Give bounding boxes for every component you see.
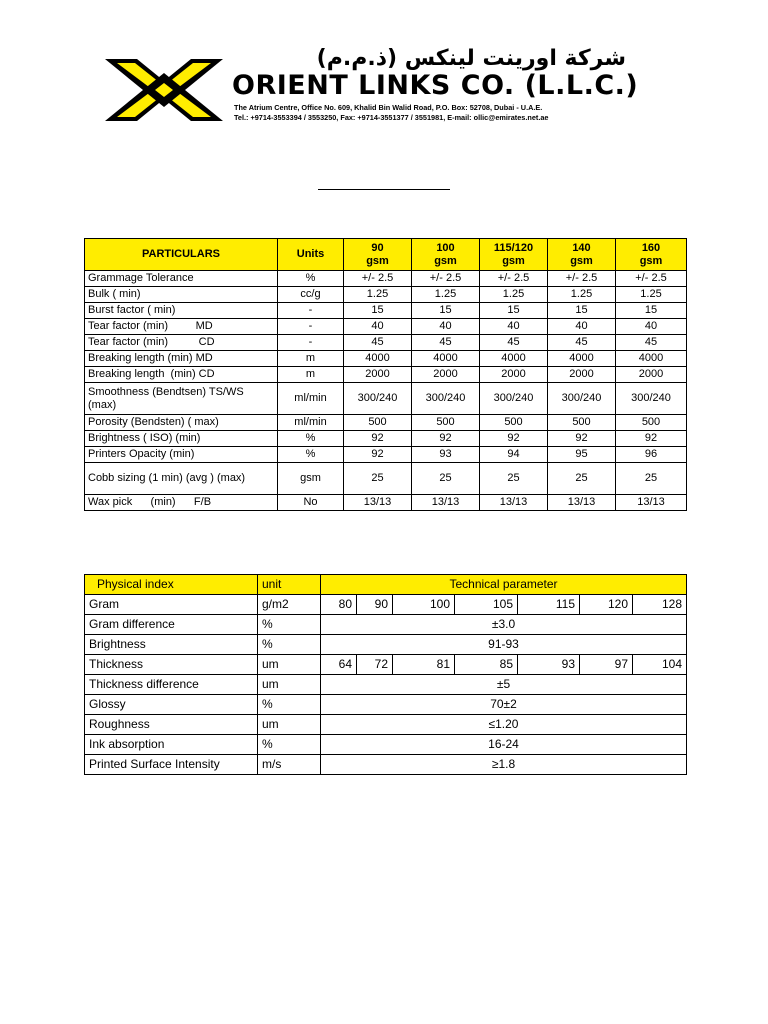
row-param: Breaking length (min) MD xyxy=(85,351,278,367)
grade-value: 160 xyxy=(641,241,661,254)
physical-header-row xyxy=(85,575,687,595)
physical-index-table xyxy=(84,574,687,775)
row-value: 4000 xyxy=(344,351,412,367)
title-rule xyxy=(318,189,450,190)
grade-unit: gsm xyxy=(502,254,525,267)
header-grade xyxy=(344,239,412,271)
row-value: 96 xyxy=(616,447,687,463)
row-value: 91-93 xyxy=(321,635,687,655)
row-value: 2000 xyxy=(412,367,480,383)
gram-value: 128 xyxy=(633,595,687,615)
row-label: Printed Surface Intensity xyxy=(85,755,258,775)
row-unit: % xyxy=(278,431,344,447)
row-param: Brightness ( ISO) (min) xyxy=(85,431,278,447)
row-value: 4000 xyxy=(548,351,616,367)
grade-unit: gsm xyxy=(570,254,593,267)
grade-value: 140 xyxy=(572,241,591,254)
row-unit: um xyxy=(258,715,321,735)
table-row xyxy=(85,675,687,695)
row-value: 300/240 xyxy=(344,383,412,415)
row-value: 15 xyxy=(344,303,412,319)
row-unit: um xyxy=(258,655,321,675)
table-row xyxy=(85,367,687,383)
row-value: 92 xyxy=(412,431,480,447)
row-param: Tear factor (min) CD xyxy=(85,335,278,351)
row-param: Printers Opacity (min) xyxy=(85,447,278,463)
row-param: Cobb sizing (1 min) (avg ) (max) xyxy=(85,463,278,495)
row-param: Wax pick (min) F/B xyxy=(85,495,278,511)
grade-unit: gsm xyxy=(639,254,663,267)
header-grade xyxy=(548,239,616,271)
row-unit: g/m2 xyxy=(258,595,321,615)
row-label: Brightness xyxy=(85,635,258,655)
row-value: 92 xyxy=(480,431,548,447)
table-row xyxy=(85,655,687,675)
row-param: Tear factor (min) MD xyxy=(85,319,278,335)
row-value: 16-24 xyxy=(321,735,687,755)
row-label: Gram difference xyxy=(85,615,258,635)
row-value: 500 xyxy=(548,415,616,431)
row-unit: % xyxy=(258,695,321,715)
gram-value: 90 xyxy=(357,595,393,615)
row-unit: gsm xyxy=(278,463,344,495)
row-value: 300/240 xyxy=(480,383,548,415)
header-grade xyxy=(616,239,687,271)
row-value: 45 xyxy=(344,335,412,351)
table-row xyxy=(85,595,687,615)
grade-unit: gsm xyxy=(434,254,457,267)
gram-value: 100 xyxy=(393,595,455,615)
spec-table-body xyxy=(85,271,687,511)
table-row xyxy=(85,463,687,495)
row-value: 500 xyxy=(412,415,480,431)
row-value: 40 xyxy=(616,319,687,335)
table-row xyxy=(85,431,687,447)
row-value: 92 xyxy=(616,431,687,447)
table-row xyxy=(85,351,687,367)
gram-value: 80 xyxy=(321,595,357,615)
row-value: 13/13 xyxy=(480,495,548,511)
row-unit: m xyxy=(278,351,344,367)
row-unit: cc/g xyxy=(278,287,344,303)
row-value: 13/13 xyxy=(616,495,687,511)
row-value: 4000 xyxy=(616,351,687,367)
company-logo xyxy=(103,55,225,125)
thickness-value: 81 xyxy=(393,655,455,675)
grade-value: 90 xyxy=(371,241,384,254)
row-unit: ml/min xyxy=(278,383,344,415)
gram-value: 115 xyxy=(518,595,580,615)
table-row xyxy=(85,715,687,735)
row-value: 70±2 xyxy=(321,695,687,715)
row-value: 13/13 xyxy=(344,495,412,511)
row-unit: ml/min xyxy=(278,415,344,431)
row-label: Ink absorption xyxy=(85,735,258,755)
header-particulars: PARTICULARS xyxy=(85,239,278,271)
row-unit: % xyxy=(258,615,321,635)
row-value: 92 xyxy=(344,431,412,447)
row-unit: - xyxy=(278,335,344,351)
row-param: Smoothness (Bendtsen) TS/WS (max) xyxy=(85,383,278,415)
row-value: 45 xyxy=(480,335,548,351)
table-row xyxy=(85,287,687,303)
table-row xyxy=(85,635,687,655)
row-unit: % xyxy=(258,735,321,755)
header-physical-index: Physical index xyxy=(85,575,258,595)
row-value: 500 xyxy=(616,415,687,431)
row-label: Thickness difference xyxy=(85,675,258,695)
row-value: 92 xyxy=(548,431,616,447)
row-value: 4000 xyxy=(412,351,480,367)
row-value: 15 xyxy=(616,303,687,319)
row-param: Bulk ( min) xyxy=(85,287,278,303)
thickness-value: 85 xyxy=(455,655,518,675)
gram-value: 120 xyxy=(580,595,633,615)
company-contact: Tel.: +9714-3553394 / 3553250, Fax: +9714-3551377 / 3551981, E-mail: ollic@emirates.net.ae xyxy=(234,113,549,122)
table-row xyxy=(85,495,687,511)
row-value: 1.25 xyxy=(480,287,548,303)
table-row xyxy=(85,303,687,319)
row-value: 40 xyxy=(344,319,412,335)
row-value: +/- 2.5 xyxy=(344,271,412,287)
row-label: Thickness xyxy=(85,655,258,675)
row-unit: No xyxy=(278,495,344,511)
row-value: +/- 2.5 xyxy=(480,271,548,287)
row-value: 2000 xyxy=(616,367,687,383)
row-value: 1.25 xyxy=(616,287,687,303)
row-value: 1.25 xyxy=(412,287,480,303)
row-param: Burst factor ( min) xyxy=(85,303,278,319)
grade-unit: gsm xyxy=(366,254,389,267)
row-value: ±3.0 xyxy=(321,615,687,635)
row-value: 13/13 xyxy=(548,495,616,511)
row-value: 15 xyxy=(480,303,548,319)
row-value: 40 xyxy=(412,319,480,335)
row-unit: m/s xyxy=(258,755,321,775)
row-unit: - xyxy=(278,319,344,335)
row-value: 300/240 xyxy=(412,383,480,415)
row-param: Breaking length (min) CD xyxy=(85,367,278,383)
row-value: 25 xyxy=(344,463,412,495)
row-label: Glossy xyxy=(85,695,258,715)
row-value: 40 xyxy=(548,319,616,335)
header-grade xyxy=(480,239,548,271)
row-unit: m xyxy=(278,367,344,383)
row-value: 25 xyxy=(616,463,687,495)
row-value: 300/240 xyxy=(548,383,616,415)
header-technical-parameter: Technical parameter xyxy=(321,575,687,595)
row-param: Porosity (Bendsten) ( max) xyxy=(85,415,278,431)
spec-header-row xyxy=(85,239,687,271)
table-row xyxy=(85,695,687,715)
table-row xyxy=(85,335,687,351)
row-value: 500 xyxy=(344,415,412,431)
row-value: ≤1.20 xyxy=(321,715,687,735)
row-value: 95 xyxy=(548,447,616,463)
row-value: 94 xyxy=(480,447,548,463)
row-unit: um xyxy=(258,675,321,695)
company-name: ORIENT LINKS CO. (L.L.C.) xyxy=(232,70,639,101)
row-unit: % xyxy=(278,447,344,463)
row-value: 92 xyxy=(344,447,412,463)
table-row xyxy=(85,615,687,635)
row-value: 15 xyxy=(412,303,480,319)
row-value: 25 xyxy=(412,463,480,495)
table-row xyxy=(85,415,687,431)
company-name-arabic: شركة اورينت لينكس (ذ.م.م) xyxy=(316,46,626,71)
row-value: 25 xyxy=(480,463,548,495)
row-value: 500 xyxy=(480,415,548,431)
row-value: 300/240 xyxy=(616,383,687,415)
specification-table xyxy=(84,238,687,511)
table-row xyxy=(85,271,687,287)
row-value: 1.25 xyxy=(548,287,616,303)
header-units: Units xyxy=(278,239,344,271)
row-value: 4000 xyxy=(480,351,548,367)
thickness-value: 104 xyxy=(633,655,687,675)
thickness-value: 97 xyxy=(580,655,633,675)
row-value: ≥1.8 xyxy=(321,755,687,775)
gram-value: 105 xyxy=(455,595,518,615)
row-unit: % xyxy=(258,635,321,655)
thickness-value: 72 xyxy=(357,655,393,675)
grade-value: 115/120 xyxy=(493,241,534,254)
row-label: Roughness xyxy=(85,715,258,735)
row-value: 40 xyxy=(480,319,548,335)
header-grade xyxy=(412,239,480,271)
thickness-value: 64 xyxy=(321,655,357,675)
row-value: +/- 2.5 xyxy=(548,271,616,287)
row-param: Grammage Tolerance xyxy=(85,271,278,287)
row-unit: - xyxy=(278,303,344,319)
header-unit: unit xyxy=(258,575,321,595)
company-address: The Atrium Centre, Office No. 609, Khalid Bin Walid Road, P.O. Box: 52708, Dubai - U.A.E. xyxy=(234,103,543,112)
row-value: 2000 xyxy=(480,367,548,383)
table-row xyxy=(85,383,687,415)
row-label: Gram xyxy=(85,595,258,615)
row-value: 45 xyxy=(548,335,616,351)
row-unit: % xyxy=(278,271,344,287)
thickness-value: 93 xyxy=(518,655,580,675)
table-row xyxy=(85,319,687,335)
table-row xyxy=(85,447,687,463)
row-value: 2000 xyxy=(344,367,412,383)
row-value: 93 xyxy=(412,447,480,463)
row-value: 15 xyxy=(548,303,616,319)
row-value: +/- 2.5 xyxy=(412,271,480,287)
row-value: ±5 xyxy=(321,675,687,695)
row-value: 13/13 xyxy=(412,495,480,511)
table-row xyxy=(85,735,687,755)
row-value: 2000 xyxy=(548,367,616,383)
row-value: 45 xyxy=(616,335,687,351)
grade-value: 100 xyxy=(436,241,455,254)
row-value: 45 xyxy=(412,335,480,351)
row-value: +/- 2.5 xyxy=(616,271,687,287)
row-value: 25 xyxy=(548,463,616,495)
row-value: 1.25 xyxy=(344,287,412,303)
table-row xyxy=(85,755,687,775)
